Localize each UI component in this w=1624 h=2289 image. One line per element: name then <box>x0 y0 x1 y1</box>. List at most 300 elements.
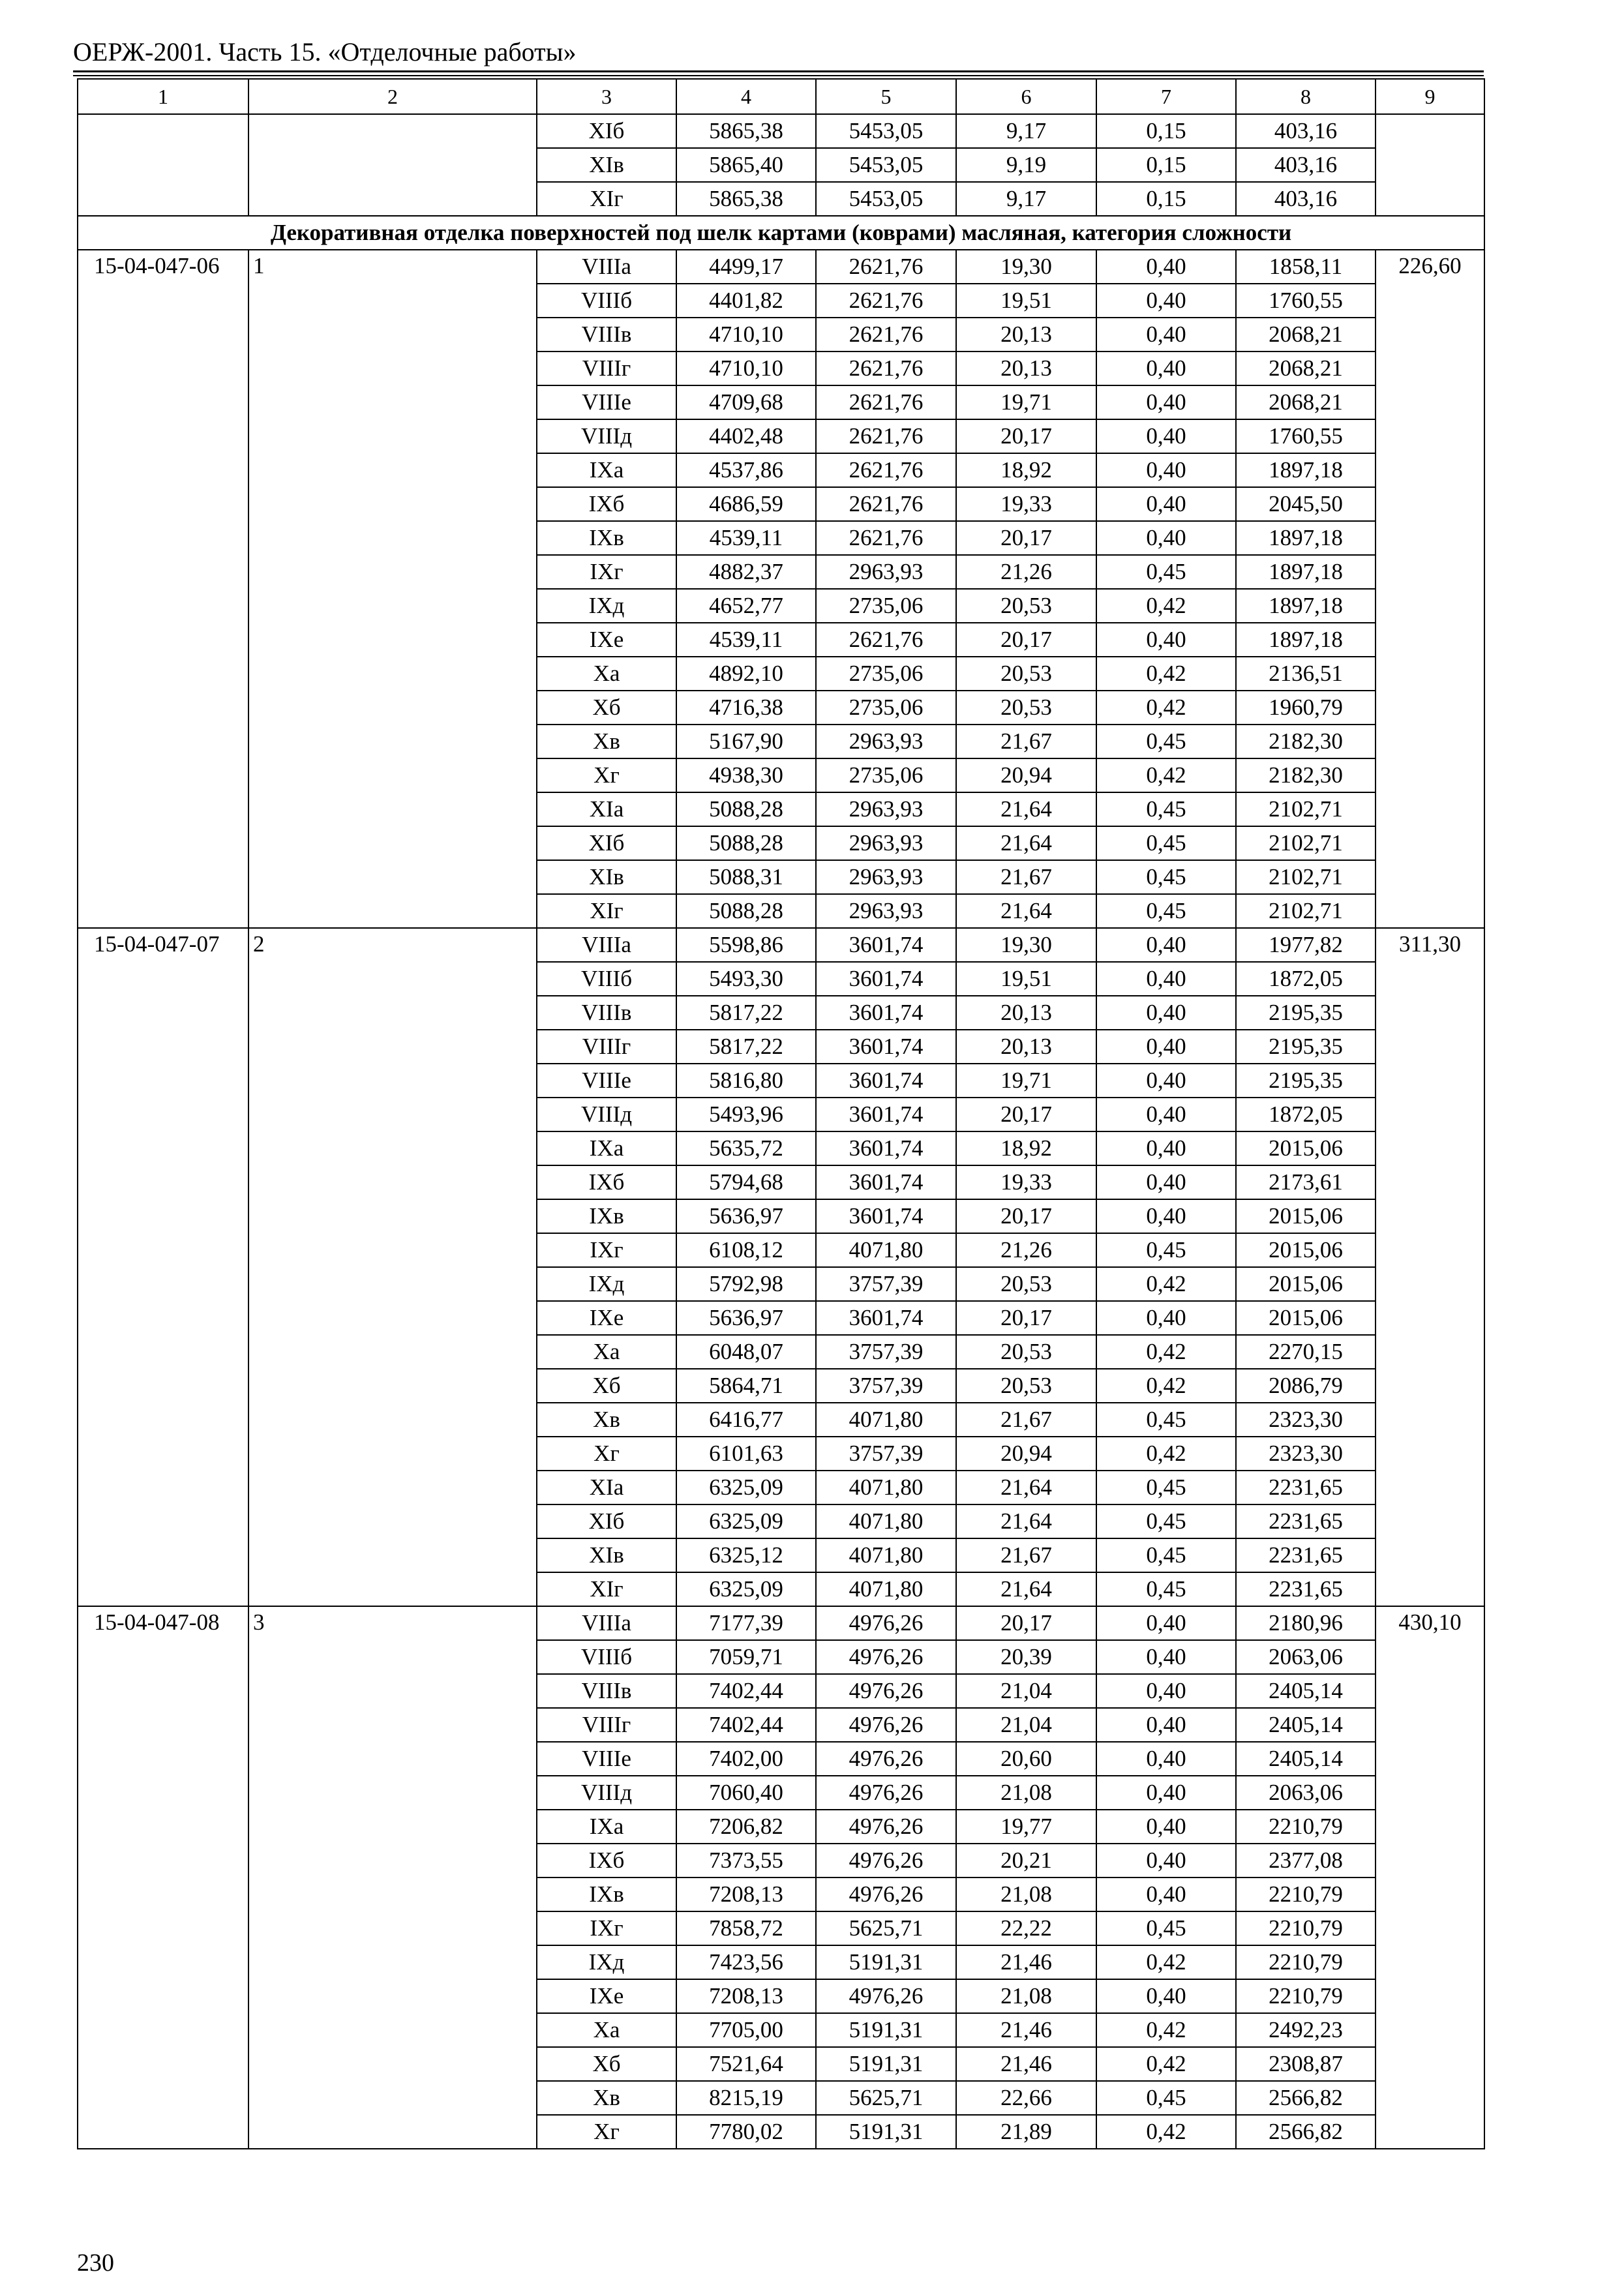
table-cell: 20,94 <box>956 1437 1096 1471</box>
table-cell: XIб <box>537 1504 676 1538</box>
table-cell: 3757,39 <box>816 1369 956 1403</box>
table-cell: 4071,80 <box>816 1403 956 1437</box>
table-cell: 8215,19 <box>676 2081 816 2115</box>
table-cell: 2735,06 <box>816 657 956 691</box>
table-cell: 2182,30 <box>1236 725 1376 758</box>
table-cell: 1897,18 <box>1236 521 1376 555</box>
table-cell: IXа <box>537 1810 676 1844</box>
table-cell: 0,42 <box>1096 2013 1236 2047</box>
table-cell: 5865,38 <box>676 182 816 216</box>
table-cell: 0,42 <box>1096 589 1236 623</box>
table-cell: 7206,82 <box>676 1810 816 1844</box>
column-number: 4 <box>676 79 816 114</box>
table-cell: 0,40 <box>1096 1199 1236 1233</box>
column-number: 2 <box>248 79 537 114</box>
table-cell: 0,40 <box>1096 1098 1236 1131</box>
table-cell: 0,40 <box>1096 1165 1236 1199</box>
table-cell: 2015,06 <box>1236 1199 1376 1233</box>
table-cell: 3601,74 <box>816 962 956 996</box>
table-cell: 0,15 <box>1096 148 1236 182</box>
table-cell: 3757,39 <box>816 1437 956 1471</box>
table-cell: 2015,06 <box>1236 1301 1376 1335</box>
table-cell: 0,45 <box>1096 725 1236 758</box>
complexity-category: 3 <box>248 1606 537 2149</box>
table-cell: VIIIа <box>537 1606 676 1640</box>
table-cell: 4071,80 <box>816 1572 956 1606</box>
table-cell: 6416,77 <box>676 1403 816 1437</box>
table-cell: 20,17 <box>956 1199 1096 1233</box>
table-cell: 7059,71 <box>676 1640 816 1674</box>
table-cell: 3601,74 <box>816 928 956 962</box>
table-cell: 21,26 <box>956 555 1096 589</box>
table-cell: Xг <box>537 758 676 792</box>
column-number: 8 <box>1236 79 1376 114</box>
table-cell: 2231,65 <box>1236 1538 1376 1572</box>
table-cell: Xа <box>537 657 676 691</box>
table-cell: 2063,06 <box>1236 1640 1376 1674</box>
table-cell: 2102,71 <box>1236 860 1376 894</box>
table-cell: VIIIе <box>537 385 676 419</box>
table-cell: 3601,74 <box>816 1301 956 1335</box>
table-cell: 4976,26 <box>816 1674 956 1708</box>
table-cell: 5453,05 <box>816 148 956 182</box>
table-cell: 2621,76 <box>816 318 956 352</box>
table-cell: XIг <box>537 182 676 216</box>
table-cell: 21,64 <box>956 792 1096 826</box>
table-cell: 21,08 <box>956 1979 1096 2013</box>
table-cell: 1960,79 <box>1236 691 1376 725</box>
table-cell: 2068,21 <box>1236 318 1376 352</box>
table-cell: 0,40 <box>1096 1776 1236 1810</box>
table-cell: 19,77 <box>956 1810 1096 1844</box>
table-cell: 4071,80 <box>816 1233 956 1267</box>
table-cell: 4499,17 <box>676 250 816 284</box>
table-cell: VIIIа <box>537 250 676 284</box>
table-cell: 3757,39 <box>816 1335 956 1369</box>
table-cell: VIIIб <box>537 1640 676 1674</box>
table-cell: 4892,10 <box>676 657 816 691</box>
column-number-row <box>78 79 1484 114</box>
table-cell: 3757,39 <box>816 1267 956 1301</box>
table-cell: 1872,05 <box>1236 962 1376 996</box>
table-cell: 0,42 <box>1096 2047 1236 2081</box>
table-cell: 2492,23 <box>1236 2013 1376 2047</box>
table-cell: 0,40 <box>1096 1640 1236 1674</box>
table-cell: 0,40 <box>1096 1844 1236 1878</box>
table-cell: 4401,82 <box>676 284 816 318</box>
table-cell: 2102,71 <box>1236 826 1376 860</box>
column-number: 7 <box>1096 79 1236 114</box>
table-cell: 4071,80 <box>816 1504 956 1538</box>
table-cell: 1858,11 <box>1236 250 1376 284</box>
table-cell: 4539,11 <box>676 623 816 657</box>
table-cell: 1897,18 <box>1236 589 1376 623</box>
table-cell: IXд <box>537 1945 676 1979</box>
table-row <box>78 250 1484 284</box>
table-cell: 2270,15 <box>1236 1335 1376 1369</box>
table-cell: 18,92 <box>956 453 1096 487</box>
table-cell: 2068,21 <box>1236 385 1376 419</box>
table-cell: 5191,31 <box>816 2013 956 2047</box>
table-cell: 0,40 <box>1096 352 1236 385</box>
table-cell: 20,13 <box>956 352 1096 385</box>
table-cell: XIв <box>537 860 676 894</box>
table-cell: VIIIе <box>537 1064 676 1098</box>
table-cell: 20,53 <box>956 1267 1096 1301</box>
table-cell: 7858,72 <box>676 1911 816 1945</box>
column-number: 6 <box>956 79 1096 114</box>
table-cell: 2963,93 <box>816 826 956 860</box>
table-cell: IXд <box>537 589 676 623</box>
table-cell: IXе <box>537 623 676 657</box>
table-cell: 2621,76 <box>816 284 956 318</box>
table-cell: 7780,02 <box>676 2115 816 2149</box>
table-cell: 2195,35 <box>1236 1030 1376 1064</box>
table-cell: 0,40 <box>1096 487 1236 521</box>
table-cell: 403,16 <box>1236 148 1376 182</box>
table-cell: Xб <box>537 1369 676 1403</box>
table-cell: VIIIв <box>537 318 676 352</box>
table-cell: 2308,87 <box>1236 2047 1376 2081</box>
table-cell: 0,42 <box>1096 1369 1236 1403</box>
page-header-title: ОЕРЖ-2001. Часть 15. «Отделочные работы» <box>73 37 577 67</box>
table-cell: 21,46 <box>956 1945 1096 1979</box>
table-cell: VIIIв <box>537 1674 676 1708</box>
table-cell: 0,40 <box>1096 1708 1236 1742</box>
table-cell: Xа <box>537 1335 676 1369</box>
table-cell: 0,42 <box>1096 758 1236 792</box>
table-cell: 3601,74 <box>816 1064 956 1098</box>
table-cell: 0,40 <box>1096 1606 1236 1640</box>
table-cell: 0,15 <box>1096 114 1236 148</box>
table-cell: Xв <box>537 2081 676 2115</box>
table-cell: 2323,30 <box>1236 1437 1376 1471</box>
table-cell: VIIIа <box>537 928 676 962</box>
table-cell: 22,22 <box>956 1911 1096 1945</box>
table-cell: IXб <box>537 1165 676 1199</box>
section-title-row <box>78 216 1484 250</box>
table-cell: 0,40 <box>1096 1674 1236 1708</box>
table-cell: 20,13 <box>956 318 1096 352</box>
table-row <box>78 114 1484 148</box>
table-cell: XIа <box>537 792 676 826</box>
item-code: 15-04-047-06 <box>78 250 248 928</box>
table-cell: VIIIд <box>537 419 676 453</box>
table-cell: 7208,13 <box>676 1878 816 1911</box>
rates-table <box>77 78 1485 2149</box>
column-number: 3 <box>537 79 676 114</box>
table-cell: 5864,71 <box>676 1369 816 1403</box>
table-cell: 5636,97 <box>676 1199 816 1233</box>
table-cell: 19,30 <box>956 250 1096 284</box>
table-cell: 0,40 <box>1096 521 1236 555</box>
table-cell: 0,45 <box>1096 1538 1236 1572</box>
table-cell: 5453,05 <box>816 114 956 148</box>
table-cell: Xа <box>537 2013 676 2047</box>
table-cell: 7705,00 <box>676 2013 816 2047</box>
table-cell: 0,15 <box>1096 182 1236 216</box>
table-cell: 21,64 <box>956 1572 1096 1606</box>
table-cell: 1897,18 <box>1236 623 1376 657</box>
table-cell: IXд <box>537 1267 676 1301</box>
table-cell: 6325,12 <box>676 1538 816 1572</box>
table-cell: 6325,09 <box>676 1572 816 1606</box>
table-body <box>78 79 1484 2149</box>
table-cell: IXе <box>537 1301 676 1335</box>
table-cell: 20,17 <box>956 521 1096 555</box>
table-cell: 5191,31 <box>816 1945 956 1979</box>
table-cell: 3601,74 <box>816 1199 956 1233</box>
table-cell: 4710,10 <box>676 318 816 352</box>
table-cell: 5088,28 <box>676 792 816 826</box>
table-cell: 5088,28 <box>676 894 816 928</box>
table-cell: 1760,55 <box>1236 419 1376 453</box>
table-cell: 7402,44 <box>676 1708 816 1742</box>
table-cell: 5167,90 <box>676 725 816 758</box>
table-cell: 7521,64 <box>676 2047 816 2081</box>
table-cell: 2102,71 <box>1236 792 1376 826</box>
table-cell: 0,40 <box>1096 318 1236 352</box>
table-cell: 0,40 <box>1096 1030 1236 1064</box>
table-cell: 20,17 <box>956 1606 1096 1640</box>
table-cell: 4938,30 <box>676 758 816 792</box>
table-cell: 2405,14 <box>1236 1708 1376 1742</box>
table-cell: 2015,06 <box>1236 1131 1376 1165</box>
table-cell: 2621,76 <box>816 453 956 487</box>
table-cell: IXа <box>537 1131 676 1165</box>
table-cell: 0,40 <box>1096 1878 1236 1911</box>
table-cell: 2735,06 <box>816 589 956 623</box>
table-cell: IXг <box>537 1911 676 1945</box>
table-cell: XIб <box>537 114 676 148</box>
total-value: 226,60 <box>1376 250 1484 928</box>
table-cell: 0,40 <box>1096 385 1236 419</box>
table-cell: 2173,61 <box>1236 1165 1376 1199</box>
table-cell: 0,40 <box>1096 250 1236 284</box>
table-cell: 4686,59 <box>676 487 816 521</box>
table-cell: 2963,93 <box>816 725 956 758</box>
table-cell: 6048,07 <box>676 1335 816 1369</box>
table-cell: 2621,76 <box>816 521 956 555</box>
table-cell: 2210,79 <box>1236 1945 1376 1979</box>
table-cell: 2068,21 <box>1236 352 1376 385</box>
table-cell: 2086,79 <box>1236 1369 1376 1403</box>
table-cell: 403,16 <box>1236 114 1376 148</box>
table-cell: 0,42 <box>1096 657 1236 691</box>
table-cell: 0,45 <box>1096 826 1236 860</box>
total-cell-empty <box>1376 114 1484 216</box>
table-cell: 2963,93 <box>816 894 956 928</box>
table-cell: 19,30 <box>956 928 1096 962</box>
table-cell: 0,45 <box>1096 1403 1236 1437</box>
table-cell: 0,45 <box>1096 1572 1236 1606</box>
table-cell: 20,39 <box>956 1640 1096 1674</box>
table-cell: 4652,77 <box>676 589 816 623</box>
table-cell: 9,17 <box>956 114 1096 148</box>
table-cell: 0,45 <box>1096 894 1236 928</box>
table-cell: 21,26 <box>956 1233 1096 1267</box>
table-cell: 5865,40 <box>676 148 816 182</box>
table-cell: 0,40 <box>1096 453 1236 487</box>
table-cell: XIб <box>537 826 676 860</box>
table-cell: 0,40 <box>1096 1064 1236 1098</box>
table-cell: 7423,56 <box>676 1945 816 1979</box>
table-cell: 5816,80 <box>676 1064 816 1098</box>
table-cell: 2231,65 <box>1236 1504 1376 1538</box>
table-cell: 21,46 <box>956 2013 1096 2047</box>
table-cell: 2621,76 <box>816 352 956 385</box>
table-cell: 19,33 <box>956 1165 1096 1199</box>
table-cell: 0,45 <box>1096 555 1236 589</box>
table-cell: 5635,72 <box>676 1131 816 1165</box>
table-cell: 4716,38 <box>676 691 816 725</box>
table-cell: 0,45 <box>1096 1471 1236 1504</box>
table-cell: 4537,86 <box>676 453 816 487</box>
table-cell: 2063,06 <box>1236 1776 1376 1810</box>
table-cell: 20,17 <box>956 1098 1096 1131</box>
table-cell: VIIIд <box>537 1098 676 1131</box>
table-cell: 4976,26 <box>816 1606 956 1640</box>
page-number: 230 <box>77 2249 114 2277</box>
table-cell: 0,42 <box>1096 1335 1236 1369</box>
table-cell: 19,71 <box>956 1064 1096 1098</box>
table-cell: 21,08 <box>956 1878 1096 1911</box>
table-cell: 21,64 <box>956 1504 1096 1538</box>
table-cell: 5088,28 <box>676 826 816 860</box>
table-cell: 19,51 <box>956 284 1096 318</box>
table-cell: 2195,35 <box>1236 1064 1376 1098</box>
code-cell-empty <box>78 114 248 216</box>
table-cell: 0,42 <box>1096 2115 1236 2149</box>
table-cell: 4071,80 <box>816 1538 956 1572</box>
table-cell: IXа <box>537 453 676 487</box>
table-cell: 0,40 <box>1096 419 1236 453</box>
header-rule-thin <box>73 75 1484 76</box>
table-cell: 4539,11 <box>676 521 816 555</box>
table-cell: 21,67 <box>956 1403 1096 1437</box>
table-cell: 21,04 <box>956 1674 1096 1708</box>
table-cell: 4709,68 <box>676 385 816 419</box>
table-cell: 5865,38 <box>676 114 816 148</box>
table-cell: 20,53 <box>956 691 1096 725</box>
table-cell: Xг <box>537 1437 676 1471</box>
table-cell: 2045,50 <box>1236 487 1376 521</box>
table-cell: 2963,93 <box>816 555 956 589</box>
table-cell: 2963,93 <box>816 860 956 894</box>
table-cell: 3601,74 <box>816 1030 956 1064</box>
table-cell: Xв <box>537 725 676 758</box>
table-cell: 20,13 <box>956 996 1096 1030</box>
table-cell: 9,19 <box>956 148 1096 182</box>
table-row <box>78 928 1484 962</box>
table-cell: XIг <box>537 1572 676 1606</box>
table-cell: 1897,18 <box>1236 555 1376 589</box>
table-cell: 0,40 <box>1096 962 1236 996</box>
table-cell: XIг <box>537 894 676 928</box>
table-cell: 1897,18 <box>1236 453 1376 487</box>
table-cell: 5817,22 <box>676 996 816 1030</box>
section-title: Декоративная отделка поверхностей под шелк картами (коврами) масляная, категория сложности <box>78 216 1484 250</box>
table-cell: 2015,06 <box>1236 1267 1376 1301</box>
table-cell: 4071,80 <box>816 1471 956 1504</box>
table-cell: 0,45 <box>1096 860 1236 894</box>
table-cell: 2136,51 <box>1236 657 1376 691</box>
table-cell: 5792,98 <box>676 1267 816 1301</box>
table-cell: 21,08 <box>956 1776 1096 1810</box>
table-cell: 2231,65 <box>1236 1572 1376 1606</box>
table-cell: 4976,26 <box>816 1776 956 1810</box>
table-cell: 2621,76 <box>816 623 956 657</box>
table-cell: 7373,55 <box>676 1844 816 1878</box>
table-cell: 20,53 <box>956 1335 1096 1369</box>
table-cell: 21,64 <box>956 894 1096 928</box>
item-code: 15-04-047-08 <box>78 1606 248 2149</box>
table-cell: 7177,39 <box>676 1606 816 1640</box>
table-cell: 7060,40 <box>676 1776 816 1810</box>
table-cell: 0,40 <box>1096 1810 1236 1844</box>
table-cell: 5817,22 <box>676 1030 816 1064</box>
table-cell: 2621,76 <box>816 250 956 284</box>
table-cell: 0,40 <box>1096 1131 1236 1165</box>
table-cell: 0,40 <box>1096 1742 1236 1776</box>
table-cell: VIIIв <box>537 996 676 1030</box>
column-number: 9 <box>1376 79 1484 114</box>
table-cell: 2566,82 <box>1236 2081 1376 2115</box>
item-code: 15-04-047-07 <box>78 928 248 1606</box>
table-cell: 4976,26 <box>816 1878 956 1911</box>
column-number: 5 <box>816 79 956 114</box>
table-cell: 21,67 <box>956 725 1096 758</box>
table-cell: 0,45 <box>1096 1504 1236 1538</box>
table-cell: 2405,14 <box>1236 1742 1376 1776</box>
table-cell: 4976,26 <box>816 1640 956 1674</box>
table-cell: 2015,06 <box>1236 1233 1376 1267</box>
table-cell: 3601,74 <box>816 1165 956 1199</box>
table-cell: 21,46 <box>956 2047 1096 2081</box>
table-cell: 21,64 <box>956 826 1096 860</box>
table-cell: Xб <box>537 691 676 725</box>
table-cell: 20,60 <box>956 1742 1096 1776</box>
table-cell: VIIIд <box>537 1776 676 1810</box>
table-cell: 5636,97 <box>676 1301 816 1335</box>
table-cell: Xв <box>537 1403 676 1437</box>
table-cell: 4882,37 <box>676 555 816 589</box>
table-cell: VIIIг <box>537 1030 676 1064</box>
table-cell: 2195,35 <box>1236 996 1376 1030</box>
table-cell: 4710,10 <box>676 352 816 385</box>
table-cell: IXг <box>537 1233 676 1267</box>
table-cell: 2405,14 <box>1236 1674 1376 1708</box>
table-cell: 2182,30 <box>1236 758 1376 792</box>
table-cell: 0,40 <box>1096 1301 1236 1335</box>
table-cell: 1760,55 <box>1236 284 1376 318</box>
table-cell: 2210,79 <box>1236 1979 1376 2013</box>
table-cell: 4976,26 <box>816 1979 956 2013</box>
table-cell: 0,40 <box>1096 928 1236 962</box>
table-cell: 4976,26 <box>816 1708 956 1742</box>
table-cell: 0,42 <box>1096 1945 1236 1979</box>
table-cell: XIв <box>537 148 676 182</box>
category-cell-empty <box>248 114 537 216</box>
table-cell: 2566,82 <box>1236 2115 1376 2149</box>
table-cell: 1977,82 <box>1236 928 1376 962</box>
table-cell: VIIIб <box>537 962 676 996</box>
table-cell: 5453,05 <box>816 182 956 216</box>
table-cell: 21,64 <box>956 1471 1096 1504</box>
table-cell: 2377,08 <box>1236 1844 1376 1878</box>
table-cell: 2735,06 <box>816 691 956 725</box>
table-cell: 2323,30 <box>1236 1403 1376 1437</box>
